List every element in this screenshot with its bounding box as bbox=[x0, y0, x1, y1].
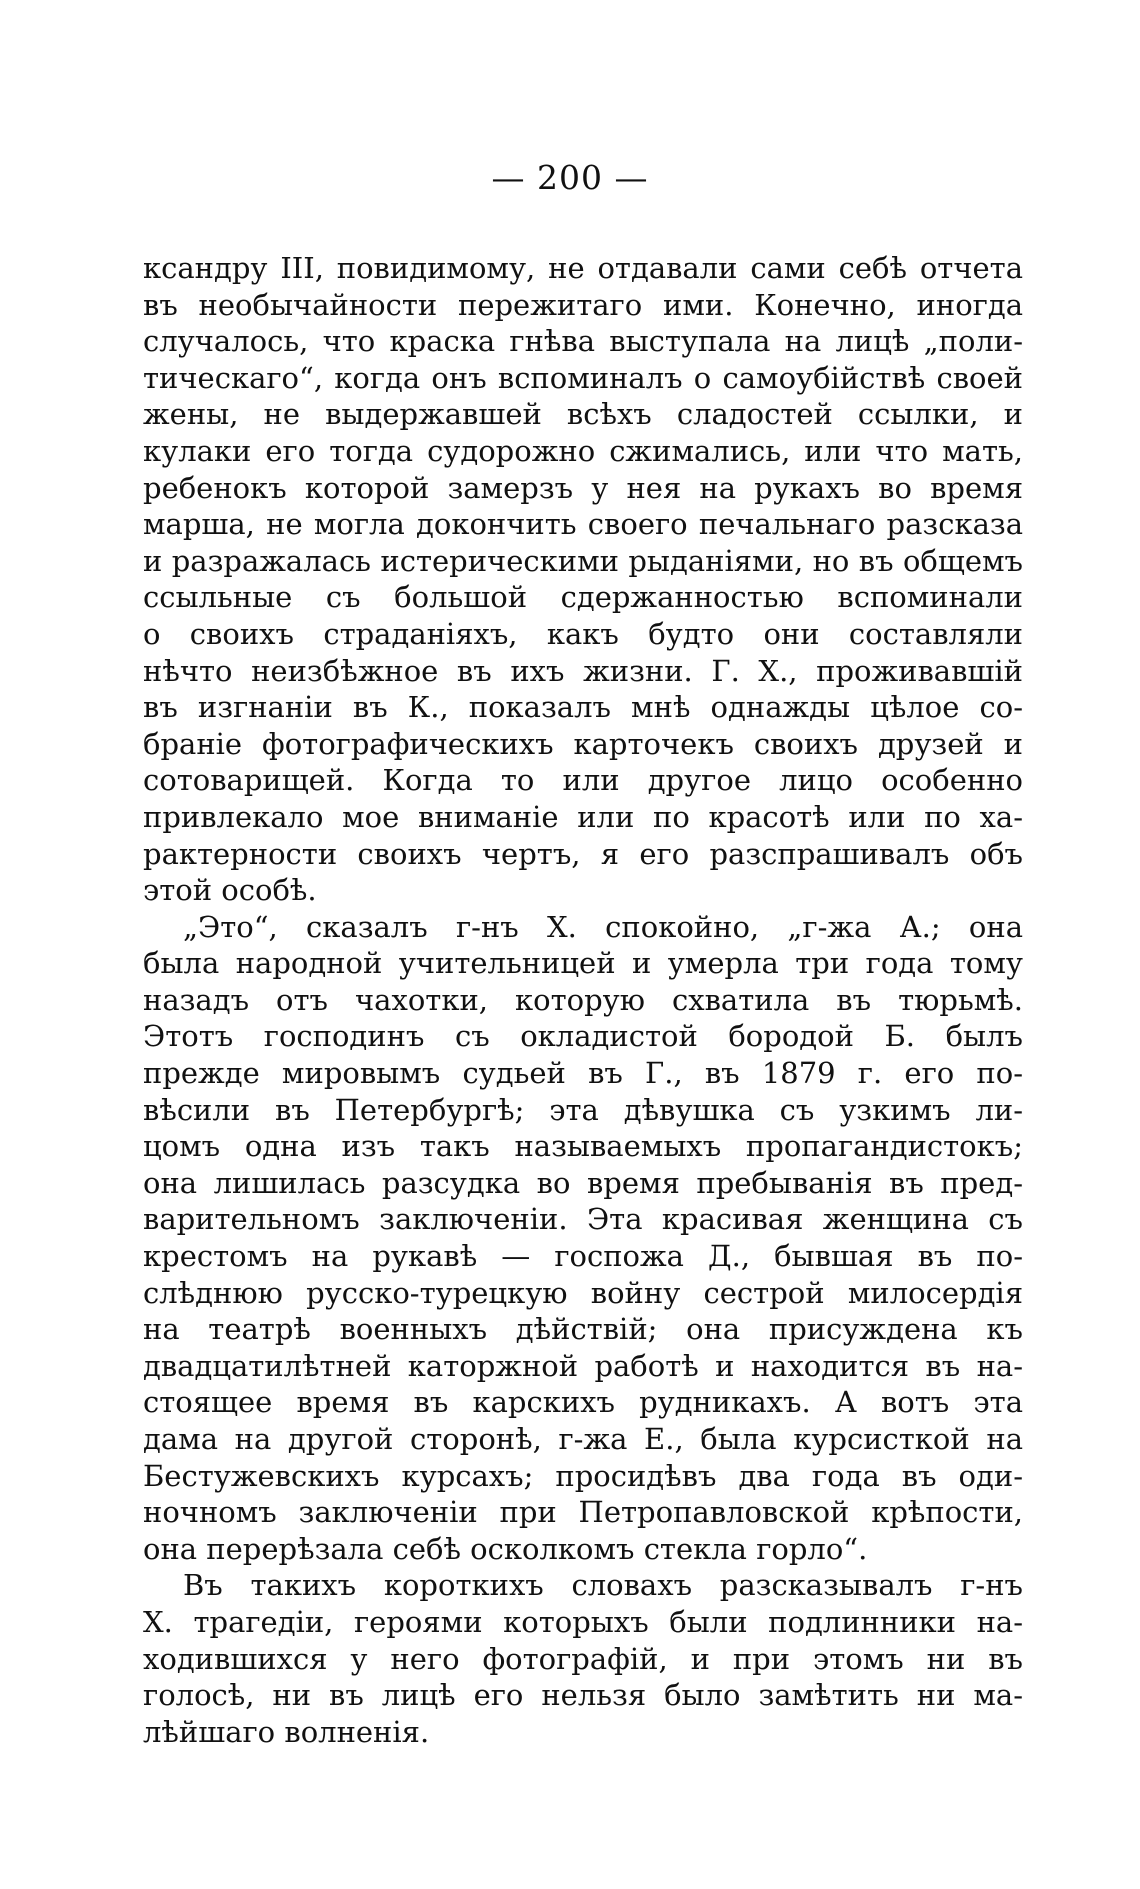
text-line: въ необычайности пережитаго ими. Конечно, иногда bbox=[143, 287, 1023, 322]
text-line: этой особѣ. bbox=[143, 873, 317, 908]
text-line: тическаго“, когда онъ вспоминалъ о самоубійствѣ своей bbox=[143, 360, 1023, 395]
text-line: о своихъ страданіяхъ, какъ будто они составляли bbox=[143, 616, 1023, 651]
text-line: ссыльные съ большой сдержанностью вспоминали bbox=[143, 580, 1023, 615]
text-line: рактерности своихъ чертъ, я его разспрашивалъ объ bbox=[143, 836, 1023, 871]
text-line: марша, не могла докончить своего печальнаго разсказа bbox=[143, 507, 1023, 542]
text-line: нѣчто неизбѣжное въ ихъ жизни. Г. Х., проживавшій bbox=[143, 653, 1023, 688]
text-line: случалось, что краска гнѣва выступала на лицѣ „поли- bbox=[143, 324, 1023, 359]
body-text bbox=[143, 250, 1023, 1750]
text-line: ребенокъ которой замерзъ у нея на рукахъ во время bbox=[143, 470, 1023, 505]
page-number: — 200 — bbox=[491, 158, 649, 197]
text-line: лѣйшаго волненія. bbox=[143, 1714, 430, 1749]
text-line: голосѣ, ни въ лицѣ его нельзя было замѣтить ни ма- bbox=[143, 1678, 1023, 1713]
text-line: жены, не выдержавшей всѣхъ сладостей ссылки, и bbox=[143, 397, 1023, 432]
text-line: была народной учительницей и умерла три года тому bbox=[143, 946, 1023, 981]
text-line: ходившихся у него фотографій, и при этомъ ни въ bbox=[143, 1641, 1023, 1676]
text-line: цомъ одна изъ такъ называемыхъ пропагандистокъ; bbox=[143, 1129, 1023, 1164]
text-line: назадъ отъ чахотки, которую схватила въ тюрьмѣ. bbox=[143, 982, 1023, 1017]
text-line: въ изгнаніи въ К., показалъ мнѣ однажды цѣлое со- bbox=[143, 690, 1023, 725]
text-line: дама на другой сторонѣ, г-жа Е., была курсисткой на bbox=[143, 1422, 1023, 1456]
text-line: ксандру III, повидимому, не отдавали сами себѣ отчета bbox=[143, 251, 1023, 285]
text-line: сотоварищей. Когда то или другое лицо особенно bbox=[143, 763, 1023, 798]
text-line: крестомъ на рукавѣ — госпожа Д., бывшая въ по- bbox=[143, 1239, 1023, 1274]
text-line: слѣднюю русско-турецкую войну сестрой милосердія bbox=[143, 1275, 1023, 1310]
text-line: и разражалась истерическими рыданіями, но въ общемъ bbox=[143, 543, 1023, 578]
text-line: прежде мировымъ судьей въ Г., въ 1879 г. его по- bbox=[143, 1056, 1023, 1091]
text-line: „Это“, сказалъ г-нъ Х. спокойно, „г-жа А.; она bbox=[183, 909, 1023, 944]
text-line: она лишилась разсудка во время пребыванія въ пред- bbox=[143, 1165, 1023, 1200]
text-line: Бестужевскихъ курсахъ; просидѣвъ два года въ оди- bbox=[143, 1458, 1023, 1493]
text-line: на театрѣ военныхъ дѣйствій; она присуждена къ bbox=[143, 1312, 1023, 1347]
text-line: привлекало мое вниманіе или по красотѣ или по ха- bbox=[143, 799, 1023, 834]
text-line: стоящее время въ карскихъ рудникахъ. А вотъ эта bbox=[143, 1385, 1023, 1420]
text-line: двадцатилѣтней каторжной работѣ и находится въ на- bbox=[143, 1348, 1023, 1383]
text-line: вѣсили въ Петербургѣ; эта дѣвушка съ узкимъ ли- bbox=[143, 1092, 1023, 1127]
text-line: Х. трагедіи, героями которыхъ были подлинники на- bbox=[143, 1604, 1023, 1639]
text-line: кулаки его тогда судорожно сжимались, или что мать, bbox=[143, 433, 1023, 468]
text-line: ночномъ заключеніи при Петропавловской крѣпости, bbox=[143, 1495, 1023, 1530]
text-line: браніе фотографическихъ карточекъ своихъ друзей и bbox=[143, 726, 1023, 761]
text-line: она перерѣзала себѣ осколкомъ стекла горло“. bbox=[143, 1531, 868, 1566]
text-line: варительномъ заключеніи. Эта красивая женщина съ bbox=[143, 1202, 1023, 1237]
text-line: Этотъ господинъ съ окладистой бородой Б. былъ bbox=[143, 1019, 1023, 1054]
text-line: Въ такихъ короткихъ словахъ разсказывалъ г-нъ bbox=[183, 1568, 1023, 1603]
